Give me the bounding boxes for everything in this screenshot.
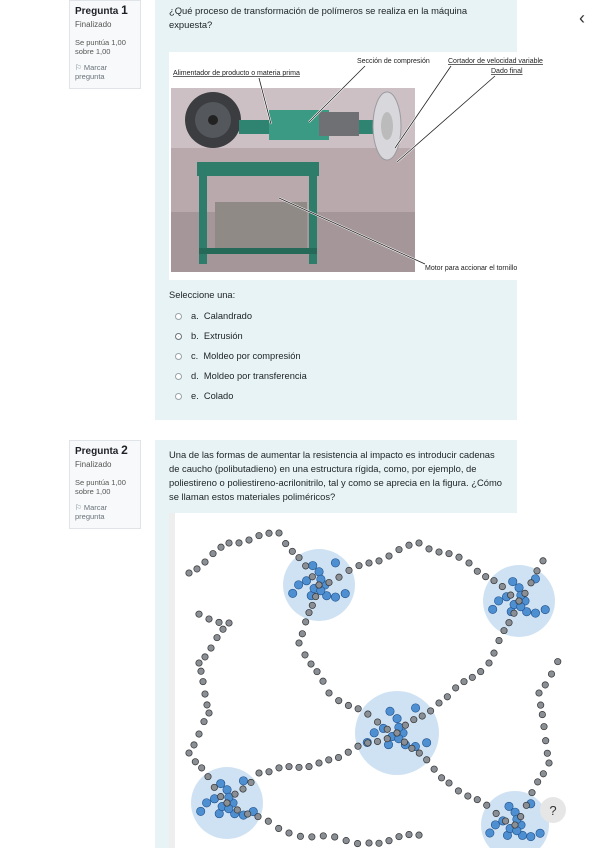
chain-bead: [512, 822, 518, 828]
chain-bead: [482, 573, 488, 579]
chain-bead: [282, 540, 288, 546]
chain-bead: [536, 690, 542, 696]
monomer-bead: [494, 597, 502, 605]
chevron-left-icon: ‹: [579, 7, 585, 28]
chain-bead: [491, 650, 497, 656]
chain-bead: [516, 598, 522, 604]
answer-option[interactable]: [175, 306, 307, 326]
monomer-bead: [411, 704, 419, 712]
chain-bead: [186, 570, 192, 576]
answer-option[interactable]: [175, 386, 307, 406]
monomer-bead: [509, 577, 517, 585]
chain-bead: [384, 726, 390, 732]
monomer-bead: [217, 779, 225, 787]
radio-button[interactable]: [175, 333, 182, 340]
chain-bead: [276, 530, 282, 536]
chain-bead: [394, 730, 400, 736]
radio-button[interactable]: [175, 313, 182, 320]
label-compression: Sección de compresión: [357, 58, 430, 65]
chain-bead: [194, 566, 200, 572]
chain-bead: [201, 718, 207, 724]
chain-bead: [452, 685, 458, 691]
chain-bead: [234, 807, 240, 813]
chain-bead: [204, 702, 210, 708]
chain-bead: [208, 645, 214, 651]
chain-bead: [540, 558, 546, 564]
chain-bead: [469, 674, 475, 680]
chain-bead: [493, 810, 499, 816]
chain-bead: [523, 802, 529, 808]
question-1-status: Finalizado: [75, 20, 112, 29]
answer-option-label: a. Calandrado: [191, 311, 252, 321]
chain-bead: [424, 757, 430, 763]
monomer-bead: [541, 605, 549, 613]
label-cutter: Cortador de velocidad variable: [448, 58, 543, 65]
chain-bead: [346, 567, 352, 573]
answer-option-label: e. Colado: [191, 391, 234, 401]
chain-bead: [529, 789, 535, 795]
chain-bead: [326, 579, 332, 585]
chain-bead: [419, 713, 425, 719]
chain-bead: [256, 770, 262, 776]
question-1-info: [69, 0, 141, 89]
chain-bead: [198, 765, 204, 771]
chain-bead: [436, 700, 442, 706]
chain-bead: [506, 619, 512, 625]
chain-bead: [436, 549, 442, 555]
chain-bead: [226, 620, 232, 626]
chain-bead: [220, 626, 226, 632]
radio-button[interactable]: [175, 373, 182, 380]
question-2-info: [69, 440, 141, 529]
chain-bead: [200, 678, 206, 684]
chain-bead: [232, 791, 238, 797]
chain-bead: [335, 754, 341, 760]
chain-bead: [186, 750, 192, 756]
question-2-flag[interactable]: ⚐ Marcar pregunta: [75, 502, 108, 522]
monomer-bead: [196, 807, 204, 815]
chain-bead: [224, 800, 230, 806]
answer-option-label: c. Moldeo por compresión: [191, 351, 301, 361]
monomer-bead: [488, 605, 496, 613]
question-1-score: Se puntúa 1,00 sobre 1,00: [75, 38, 126, 57]
chain-bead: [411, 716, 417, 722]
chain-bead: [486, 660, 492, 666]
chain-bead: [555, 658, 561, 664]
answer-options: [169, 306, 307, 406]
chain-bead: [466, 560, 472, 566]
chain-bead: [326, 757, 332, 763]
chain-bead: [376, 840, 382, 846]
answer-option[interactable]: [175, 346, 307, 366]
chain-bead: [297, 833, 303, 839]
chain-bead: [240, 786, 246, 792]
label-die: Dado final: [491, 68, 523, 75]
chain-bead: [286, 830, 292, 836]
chain-bead: [455, 788, 461, 794]
chain-bead: [312, 593, 318, 599]
chain-bead: [416, 750, 422, 756]
answer-option[interactable]: [175, 326, 307, 346]
chain-bead: [474, 796, 480, 802]
chain-bead: [366, 840, 372, 846]
chain-bead: [396, 833, 402, 839]
chain-bead: [302, 652, 308, 658]
monomer-bead: [536, 829, 544, 837]
answer-option-label: d. Moldeo por transferencia: [191, 371, 307, 381]
chain-bead: [507, 592, 513, 598]
chain-bead: [218, 544, 224, 550]
chain-bead: [191, 742, 197, 748]
monomer-bead: [531, 609, 539, 617]
chain-bead: [544, 750, 550, 756]
chain-bead: [202, 654, 208, 660]
chain-bead: [226, 540, 232, 546]
chain-bead: [456, 554, 462, 560]
chain-bead: [365, 711, 371, 717]
chain-bead: [491, 577, 497, 583]
chain-bead: [275, 825, 281, 831]
chain-bead: [438, 775, 444, 781]
chain-bead: [396, 546, 402, 552]
chain-bead: [306, 609, 312, 615]
monomer-bead: [370, 729, 378, 737]
chain-bead: [332, 834, 338, 840]
chain-bead: [345, 749, 351, 755]
chain-bead: [309, 602, 315, 608]
monomer-bead: [223, 786, 231, 794]
chain-bead: [465, 793, 471, 799]
chain-bead: [534, 779, 540, 785]
chain-bead: [308, 661, 314, 667]
chain-bead: [446, 550, 452, 556]
chain-bead: [265, 818, 271, 824]
chain-bead: [296, 764, 302, 770]
chain-bead: [502, 818, 508, 824]
chain-bead: [402, 722, 408, 728]
question-1-answer: [169, 290, 307, 406]
chain-bead: [314, 668, 320, 674]
monomer-bead: [331, 593, 339, 601]
chain-bead: [546, 760, 552, 766]
monomer-bead: [422, 739, 430, 747]
chain-bead: [196, 611, 202, 617]
chain-bead: [211, 784, 217, 790]
question-2-text: Una de las formas de aumentar la resistencia al impacto es introducir cadenas de caucho (polibutadieno) en una estructura rígida, como, por ejemplo, de poliestireno o poliestireno-acrilonitrilo, tal y como se aprecia en la figura. ¿Cómo se llaman estos materiales poliméricos?: [169, 449, 502, 503]
chain-bead: [202, 559, 208, 565]
chain-bead: [354, 840, 360, 846]
chain-bead: [539, 711, 545, 717]
question-1-number: Pregunta 1: [75, 3, 128, 17]
chain-bead: [356, 562, 362, 568]
chain-bead: [255, 813, 261, 819]
extruder-machine-figure: [169, 52, 571, 280]
monomer-bead: [309, 561, 317, 569]
question-1-flag[interactable]: ⚐ Marcar pregunta: [75, 62, 108, 82]
chain-bead: [406, 542, 412, 548]
answer-prompt: Seleccione una:: [169, 290, 236, 300]
chain-bead: [206, 616, 212, 622]
chain-bead: [289, 548, 295, 554]
chain-bead: [376, 558, 382, 564]
chain-bead: [336, 574, 342, 580]
monomer-bead: [294, 581, 302, 589]
monomer-bead: [341, 589, 349, 597]
chain-bead: [374, 719, 380, 725]
chain-bead: [244, 811, 250, 817]
question-2-number: Pregunta 2: [75, 443, 128, 457]
chain-bead: [534, 568, 540, 574]
chain-bead: [548, 671, 554, 677]
chain-bead: [501, 627, 507, 633]
chain-bead: [217, 793, 223, 799]
chain-bead: [406, 831, 412, 837]
chain-bead: [528, 580, 534, 586]
chain-bead: [296, 554, 302, 560]
chain-bead: [522, 590, 528, 596]
chain-bead: [366, 560, 372, 566]
chain-bead: [210, 550, 216, 556]
chain-bead: [542, 682, 548, 688]
chain-bead: [309, 574, 315, 580]
chain-bead: [384, 735, 390, 741]
chain-bead: [496, 637, 502, 643]
answer-option[interactable]: [175, 366, 307, 386]
chain-bead: [477, 668, 483, 674]
chain-bead: [205, 773, 211, 779]
radio-button[interactable]: [175, 393, 182, 400]
chain-bead: [216, 619, 222, 625]
chain-bead: [299, 631, 305, 637]
chain-bead: [345, 702, 351, 708]
chain-bead: [286, 763, 292, 769]
chain-bead: [316, 760, 322, 766]
chain-bead: [198, 668, 204, 674]
label-motor: Motor para accionar el tornillo: [425, 265, 518, 272]
chain-bead: [266, 769, 272, 775]
chain-bead: [416, 832, 422, 838]
chain-bead: [302, 563, 308, 569]
chain-bead: [541, 723, 547, 729]
chain-bead: [426, 546, 432, 552]
chain-bead: [214, 634, 220, 640]
chain-bead: [196, 660, 202, 666]
monomer-bead: [386, 707, 394, 715]
chain-bead: [246, 537, 252, 543]
chain-bead: [355, 743, 361, 749]
chain-bead: [427, 708, 433, 714]
monomer-bead: [486, 829, 494, 837]
chain-bead: [196, 731, 202, 737]
monomer-bead: [393, 714, 401, 722]
chain-bead: [446, 780, 452, 786]
chain-bead: [431, 766, 437, 772]
chain-bead: [343, 837, 349, 843]
flag-icon: ⚐: [75, 62, 82, 72]
chain-bead: [416, 540, 422, 546]
monomer-bead: [515, 584, 523, 592]
chain-bead: [202, 691, 208, 697]
chain-bead: [542, 737, 548, 743]
chain-bead: [517, 813, 523, 819]
chain-bead: [306, 763, 312, 769]
monomer-bead: [491, 821, 499, 829]
monomer-bead: [315, 568, 323, 576]
chain-bead: [401, 739, 407, 745]
chain-bead: [444, 694, 450, 700]
answer-option-label: b. Extrusión: [191, 331, 243, 341]
chain-bead: [320, 833, 326, 839]
monomer-bead: [527, 832, 535, 840]
help-button[interactable]: ?: [540, 797, 566, 823]
chain-bead: [537, 702, 543, 708]
chain-bead: [499, 583, 505, 589]
chain-bead: [374, 738, 380, 744]
chain-bead: [540, 771, 546, 777]
chain-bead: [236, 540, 242, 546]
question-2-score: Se puntúa 1,00 sobre 1,00: [75, 478, 126, 497]
chain-bead: [386, 553, 392, 559]
flag-icon: ⚐: [75, 502, 82, 512]
chain-bead: [302, 619, 308, 625]
drawer-toggle-button[interactable]: [564, 0, 600, 36]
chain-bead: [409, 745, 415, 751]
chain-bead: [276, 765, 282, 771]
question-1-text: ¿Qué proceso de transformación de polímeros se realiza en la máquina expuesta?: [169, 5, 468, 31]
chain-bead: [192, 759, 198, 765]
chain-bead: [316, 582, 322, 588]
chain-bead: [386, 837, 392, 843]
monomer-bead: [288, 589, 296, 597]
chain-bead: [461, 678, 467, 684]
chain-bead: [296, 640, 302, 646]
polymer-network-figure: [169, 513, 574, 848]
label-feeder: Alimentador de producto o materia prima: [173, 70, 300, 77]
chain-bead: [266, 530, 272, 536]
chain-bead: [484, 802, 490, 808]
chain-bead: [365, 740, 371, 746]
chain-bead: [511, 610, 517, 616]
monomer-bead: [239, 777, 247, 785]
chain-bead: [326, 690, 332, 696]
chain-bead: [336, 697, 342, 703]
chain-bead: [248, 779, 254, 785]
chain-bead: [355, 706, 361, 712]
monomer-bead: [331, 559, 339, 567]
radio-button[interactable]: [175, 353, 182, 360]
chain-bead: [474, 568, 480, 574]
question-1-content: [155, 0, 543, 420]
monomer-bead: [202, 799, 210, 807]
chain-bead: [256, 532, 262, 538]
chain-bead: [206, 710, 212, 716]
chain-bead: [320, 678, 326, 684]
chain-bead: [309, 834, 315, 840]
question-2-status: Finalizado: [75, 460, 112, 469]
